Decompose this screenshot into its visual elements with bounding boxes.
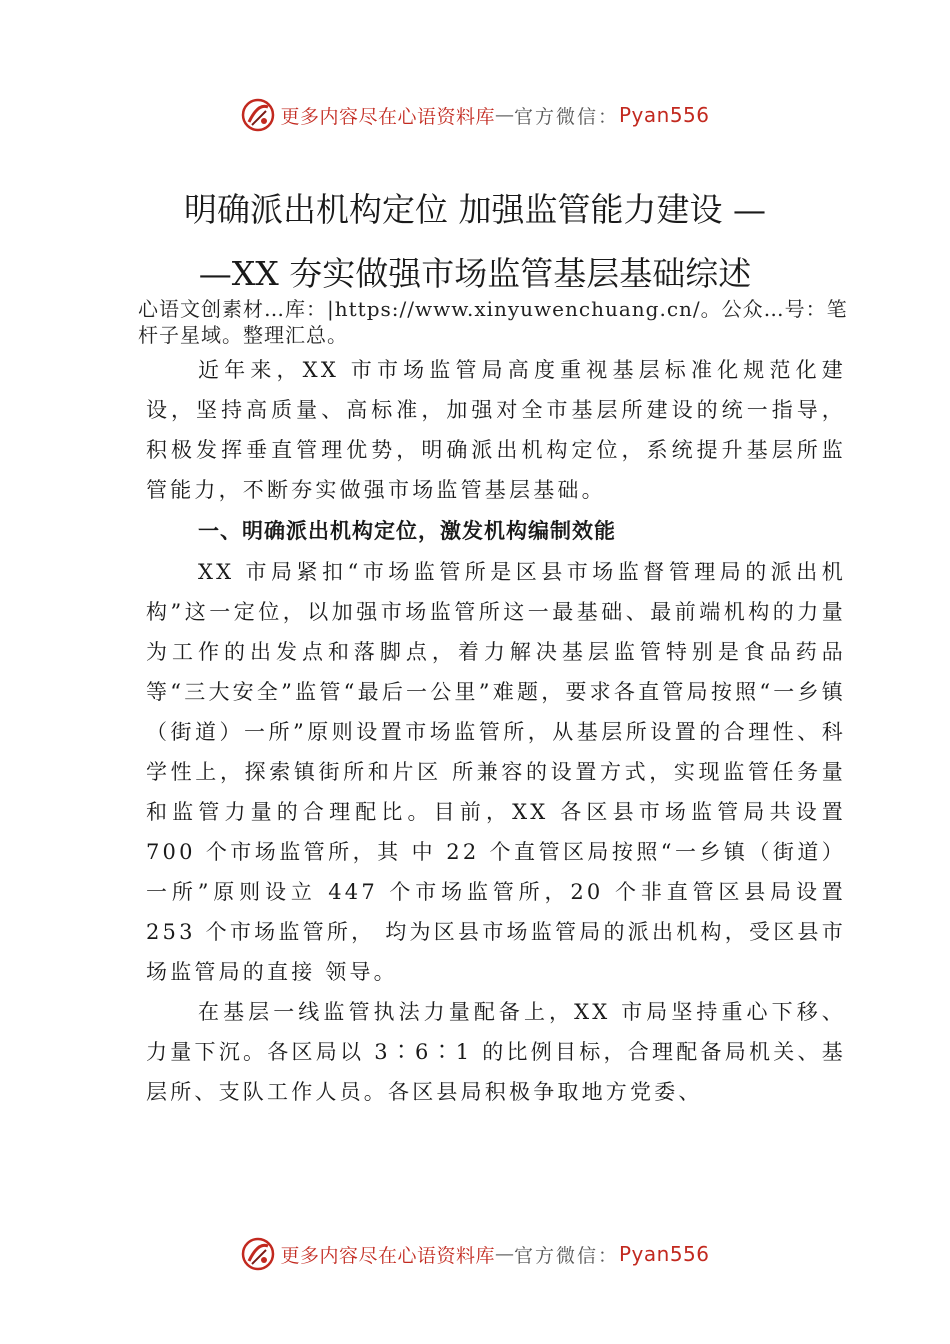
paragraph-staffing: 在基层一线监管执法力量配备上，XX 市局坚持重心下移、力量下沉。各区局以 3∶6∶1 的比例目标，合理配备局机关、基层所、支队工作人员。各区县局积极争取地方党委、 [146, 1000, 846, 1104]
banner-wechat-label: 官方微信： [513, 1244, 619, 1267]
header-banner [0, 95, 950, 135]
banner-text: 更多内容尽在心语资料库 [280, 1244, 495, 1267]
banner-wechat-id: Pyan556 [619, 103, 710, 127]
banner-wechat-id: Pyan556 [619, 1242, 710, 1266]
doc-body [146, 350, 846, 1112]
source-note: 心语文创素材…库：|https://www.xinyuwenchuang.cn/。公众…号：笔杆子星域。整理汇总。 [138, 297, 848, 347]
doc-title-line-1: 明确派出机构定位 加强监管能力建设 — [184, 190, 766, 229]
banner-dash: — [494, 104, 514, 126]
paragraph-intro: 近年来，XX 市市场监管局高度重视基层标准化规范化建设，坚持高质量、高标准，加强对全市基层所建设的统一指导，积极发挥垂直管理优势，明确派出机构定位，系统提升基层所监管能力，不断夯实做强市场监管基层基础。 [146, 358, 846, 502]
paragraph-section-1: XX 市局紧扣“市场监管所是区县市场监督管理局的派出机构”这一定位，以加强市场监管所这一最基础、最前端机构的力量为工作的出发点和落脚点，着力解决基层监管特别是食品药品等“三大安全”监管“最后一公里”难题，要求各直管局按照“一乡镇（街道）一所”原则设置市场监管所，从基层所设置的合理性、科学性上，探索镇街所和片区 所兼容的设置方式，实现监管任务量和监管力量的合理配比。目前，XX 各区县市场监管局共设置 700 个市场监管所，其 中 22 个直管区局按照“一乡镇（街道）一所”原则设立 447 个市场监管所，20 个非直管区县局设置 253 个市场监管所， 均为区县市场监管局的派出机构，受区县市场监管局的直接 领导。 [146, 560, 846, 984]
banner-dash: — [494, 1243, 514, 1265]
footer-banner [0, 1234, 950, 1274]
brand-logo-icon [240, 97, 276, 133]
section-heading-1: 一、明确派出机构定位，激发机构编制效能 [198, 519, 616, 543]
banner-text: 更多内容尽在心语资料库 [280, 105, 495, 128]
banner-wechat-label: 官方微信： [513, 105, 619, 128]
doc-title-line-2: —XX 夯实做强市场监管基层基础综述 [198, 254, 752, 293]
brand-logo-icon [240, 1236, 276, 1272]
